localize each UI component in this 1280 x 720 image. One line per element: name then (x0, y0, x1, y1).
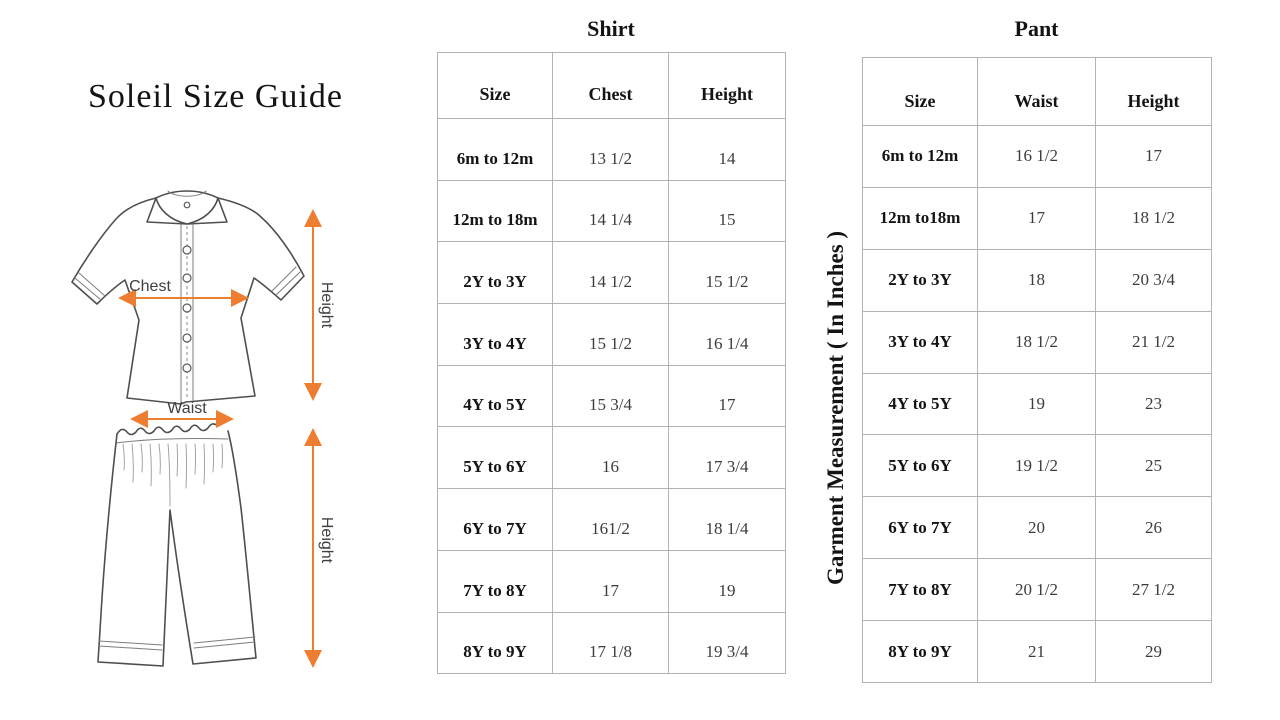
table-row (863, 126, 1212, 188)
waist-label: Waist (167, 400, 207, 417)
height-cell: 15 (669, 180, 786, 242)
size-cell: 2Y to 3Y (438, 242, 553, 304)
shirt-header-row (438, 53, 786, 119)
garment-illustration (55, 178, 345, 688)
size-cell: 4Y to 5Y (438, 365, 553, 427)
pant-header-row (863, 58, 1212, 126)
size-cell: 12m to 18m (438, 180, 553, 242)
table-row (863, 497, 1212, 559)
chest-cell: 14 1/4 (553, 180, 669, 242)
table-row (438, 242, 786, 304)
table-row (863, 373, 1212, 435)
waist-cell: 21 (978, 621, 1096, 683)
height-cell: 16 1/4 (669, 304, 786, 366)
size-cell: 6m to 12m (438, 119, 553, 181)
height-cell: 23 (1096, 373, 1212, 435)
size-cell: 8Y to 9Y (438, 612, 553, 674)
waist-cell: 17 (978, 187, 1096, 249)
chest-cell: 15 1/2 (553, 304, 669, 366)
chest-cell: 17 (553, 550, 669, 612)
size-cell: 12m to18m (863, 187, 978, 249)
shirt-size-table (437, 52, 786, 674)
height-cell: 19 3/4 (669, 612, 786, 674)
table-row (863, 187, 1212, 249)
chest-label: Chest (129, 278, 171, 295)
size-cell: 3Y to 4Y (438, 304, 553, 366)
table-row (863, 559, 1212, 621)
waist-cell: 20 1/2 (978, 559, 1096, 621)
pant-table-title: Pant (1014, 16, 1059, 41)
size-cell: 4Y to 5Y (863, 373, 978, 435)
pants-height-label: Height (318, 516, 335, 564)
pant-size-table (862, 57, 1212, 683)
pant-column-header-waist: Waist (978, 58, 1096, 126)
height-cell: 26 (1096, 497, 1212, 559)
height-cell: 21 1/2 (1096, 311, 1212, 373)
table-row (438, 180, 786, 242)
table-row (438, 119, 786, 181)
height-cell: 19 (669, 550, 786, 612)
waist-cell: 18 1/2 (978, 311, 1096, 373)
size-cell: 6Y to 7Y (863, 497, 978, 559)
size-cell: 7Y to 8Y (438, 550, 553, 612)
size-cell: 2Y to 3Y (863, 249, 978, 311)
height-cell: 27 1/2 (1096, 559, 1212, 621)
height-cell: 18 1/4 (669, 489, 786, 551)
chest-cell: 14 1/2 (553, 242, 669, 304)
pant-column-header-height: Height (1096, 58, 1212, 126)
size-cell: 3Y to 4Y (863, 311, 978, 373)
height-cell: 29 (1096, 621, 1212, 683)
table-row (438, 427, 786, 489)
garment-measurement-label: Garment Measurement ( In Inches ) (823, 230, 848, 586)
waist-cell: 20 (978, 497, 1096, 559)
height-cell: 20 3/4 (1096, 249, 1212, 311)
shirt-table-title: Shirt (587, 16, 635, 41)
pant-column-header-size: Size (863, 58, 978, 126)
table-row (438, 489, 786, 551)
table-row (438, 304, 786, 366)
chest-cell: 13 1/2 (553, 119, 669, 181)
table-row (863, 249, 1212, 311)
chest-cell: 16 (553, 427, 669, 489)
height-cell: 17 3/4 (669, 427, 786, 489)
chest-cell: 161/2 (553, 489, 669, 551)
shirt-column-header-chest: Chest (553, 53, 669, 119)
table-row (438, 550, 786, 612)
waist-cell: 18 (978, 249, 1096, 311)
height-cell: 17 (669, 365, 786, 427)
waist-cell: 19 (978, 373, 1096, 435)
table-row (438, 612, 786, 674)
table-row (438, 365, 786, 427)
height-cell: 25 (1096, 435, 1212, 497)
height-cell: 15 1/2 (669, 242, 786, 304)
shirt-column-header-height: Height (669, 53, 786, 119)
page-title: Soleil Size Guide (88, 78, 343, 115)
size-cell: 6m to 12m (863, 126, 978, 188)
chest-cell: 15 3/4 (553, 365, 669, 427)
size-cell: 6Y to 7Y (438, 489, 553, 551)
size-cell: 5Y to 6Y (863, 435, 978, 497)
table-row (863, 621, 1212, 683)
size-cell: 5Y to 6Y (438, 427, 553, 489)
height-cell: 14 (669, 119, 786, 181)
height-cell: 17 (1096, 126, 1212, 188)
shirt-height-label: Height (318, 281, 335, 329)
pants-illustration (98, 424, 256, 666)
size-cell: 8Y to 9Y (863, 621, 978, 683)
table-row (863, 435, 1212, 497)
chest-cell: 17 1/8 (553, 612, 669, 674)
table-row (863, 311, 1212, 373)
waist-cell: 16 1/2 (978, 126, 1096, 188)
waist-cell: 19 1/2 (978, 435, 1096, 497)
shirt-column-header-size: Size (438, 53, 553, 119)
height-cell: 18 1/2 (1096, 187, 1212, 249)
size-cell: 7Y to 8Y (863, 559, 978, 621)
